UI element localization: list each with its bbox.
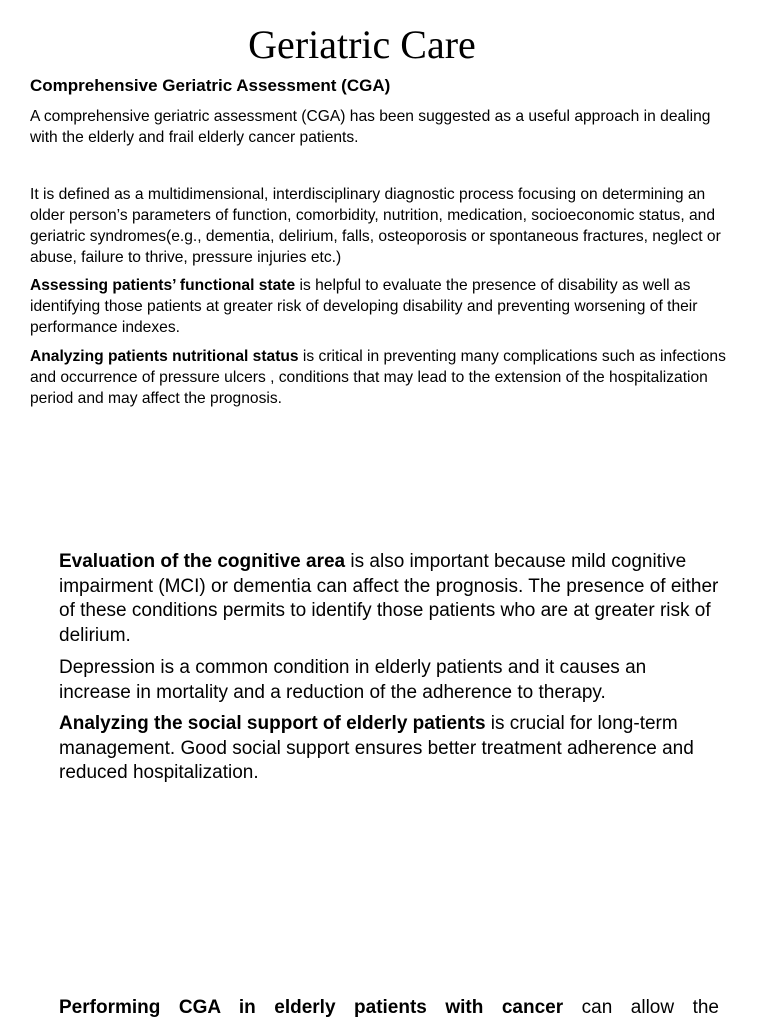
bold-lead-performing: Performing CGA in elderly patients with cancer [59, 997, 564, 1018]
text-nutritional: is critical in preventing many complications such as infections and occurrence of pressure ulcers , conditions that may lead to the extension of the hospitalization period and may affect the prognosis. [30, 348, 726, 407]
paragraph-definition: It is defined as a multidimensional, interdisciplinary diagnostic process focusing on determining an older person’s parameters of function, comorbidity, nutrition, medication, socioeconomic status, and geriatric syndromes(e.g., dementia, delirium, falls, osteoporosis or spontaneous fractures, neglect or abuse, failure to thrive, pressure injuries etc.) [30, 186, 721, 266]
text-functional: is helpful to evaluate the presence of disability as well as identifying those patients at greater risk of developing disability and preventing worsening of their performance indexes. [30, 277, 698, 336]
text-social: is crucial for long-term management. Good social support ensures better treatment adherence and reduced hospitalization. [59, 713, 694, 783]
bold-lead-functional: Assessing patients’ functional state [30, 277, 296, 294]
text-cognitive: is also important because mild cognitive impairment (MCI) or dementia can affect the prognosis. The presence of either of these conditions permits to identify those patients who are at greater risk of delirium. [59, 551, 719, 646]
paragraph-nutritional-status [30, 346, 742, 409]
bold-lead-cognitive: Evaluation of the cognitive area [59, 551, 346, 572]
bold-lead-social: Analyzing the social support of elderly patients [59, 713, 486, 734]
text-performing: can allow the [563, 997, 719, 1018]
paragraph-performing-cga [59, 996, 719, 1021]
paragraph-intro: A comprehensive geriatric assessment (CGA) has been suggested as a useful approach in dealing with the elderly and frail elderly cancer patients. [30, 108, 711, 146]
bold-lead-nutritional: Analyzing patients nutritional status [30, 348, 299, 365]
section-heading: Comprehensive Geriatric Assessment (CGA) [30, 76, 391, 95]
paragraph-social-support [59, 712, 719, 786]
page-title: Geriatric Care [248, 22, 476, 67]
paragraph-cognitive-area [59, 550, 719, 648]
paragraph-depression: Depression is a common condition in elderly patients and it causes an increase in mortality and a reduction of the adherence to therapy. [59, 657, 647, 703]
paragraph-functional-state [30, 275, 742, 338]
